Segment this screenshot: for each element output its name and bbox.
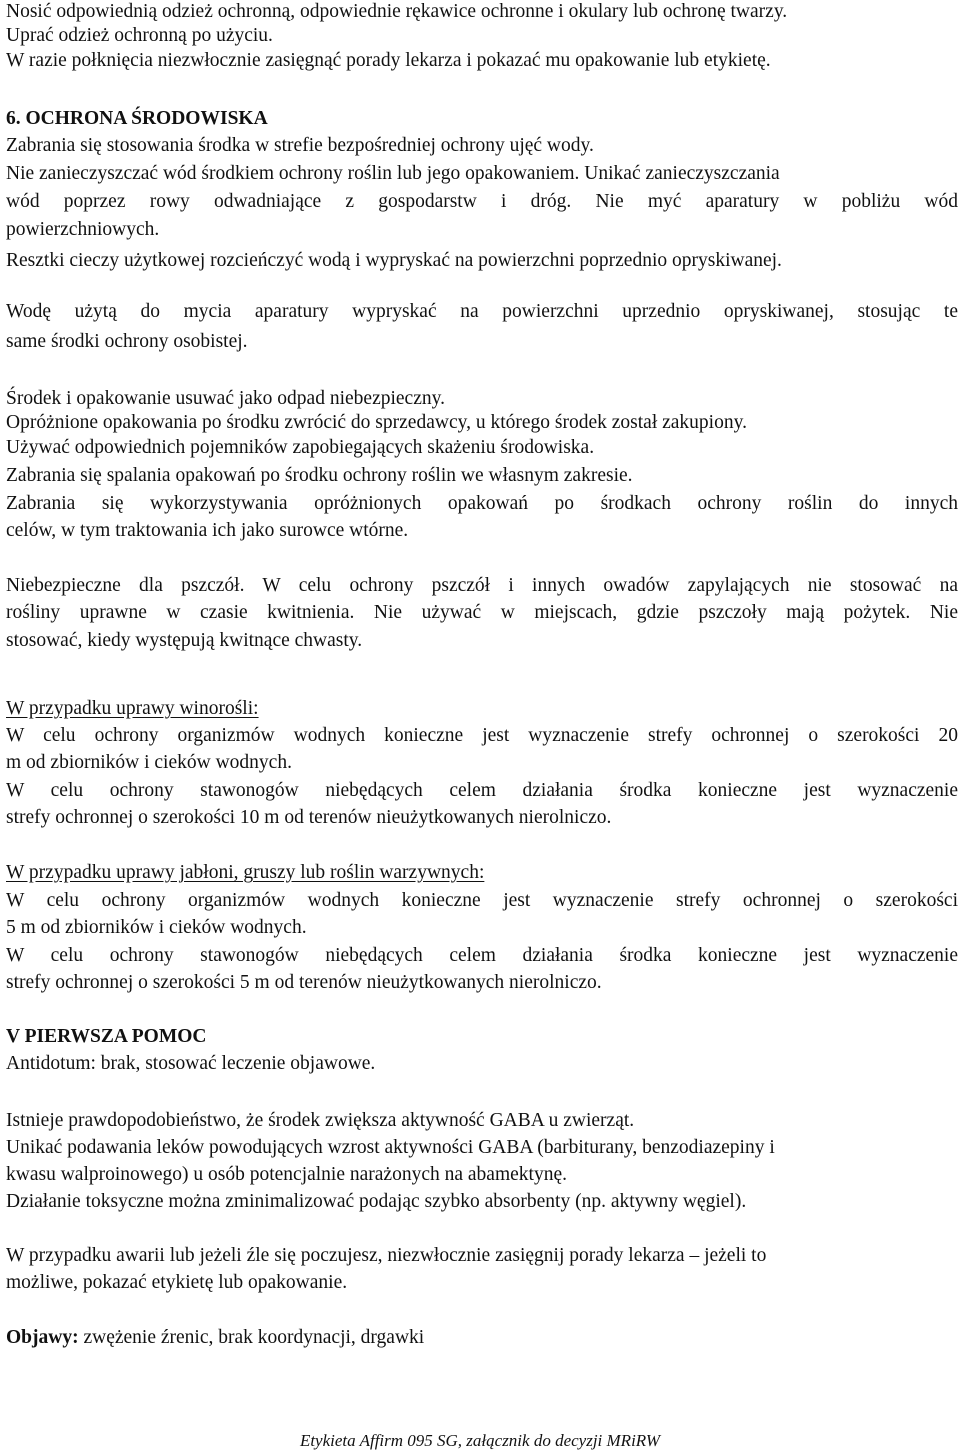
text-line: Resztki cieczy użytkowej rozcieńczyć wodą i wypryskać na powierzchni poprzednio opryskiwanej. (6, 250, 782, 271)
text-line: celów, w tym traktowania ich jako surowce wtórne. (6, 520, 409, 541)
symptoms-label: Objawy: (6, 1327, 79, 1348)
text-line: same środki ochrony osobistej. (6, 331, 248, 352)
text-line: W celu ochrony stawonogów niebędących celem działania środka konieczne jest wyznaczenie (6, 780, 958, 801)
section-heading: 6. OCHRONA ŚRODOWISKA (6, 108, 268, 129)
text-line: strefy ochronnej o szerokości 5 m od terenów nieużytkowanych nierolniczo. (6, 972, 602, 993)
text-line: Nie zanieczyszczać wód środkiem ochrony roślin lub jego opakowaniem. Unikać zanieczyszczania (6, 163, 780, 184)
text-line: W przypadku awarii lub jeżeli źle się poczujesz, niezwłocznie zasięgnij porady lekarza – jeżeli to (6, 1245, 767, 1266)
text-line: W celu ochrony stawonogów niebędących celem działania środka konieczne jest wyznaczenie (6, 945, 958, 966)
text-line: stosować, kiedy występują kwitnące chwasty. (6, 630, 363, 651)
text-line: Niebezpieczne dla pszczół. W celu ochrony pszczół i innych owadów zapylających nie stosować na (6, 575, 958, 596)
subsection-heading: W przypadku uprawy winorośli: (6, 698, 259, 719)
text-line: W razie połknięcia niezwłocznie zasięgnąć porady lekarza i pokazać mu opakowanie lub etykietę. (6, 50, 771, 71)
text-line: możliwe, pokazać etykietę lub opakowanie. (6, 1272, 348, 1293)
text-line: Opróżnione opakowania po środku zwrócić do sprzedawcy, u którego środek został zakupiony. (6, 412, 747, 433)
text-line: Używać odpowiednich pojemników zapobiegających skażeniu środowiska. (6, 437, 595, 458)
section-heading: V PIERWSZA POMOC (6, 1026, 207, 1047)
symptoms-text: zwężenie źrenic, brak koordynacji, drgawki (78, 1327, 425, 1348)
text-line: Antidotum: brak, stosować leczenie objawowe. (6, 1053, 376, 1074)
text-line: strefy ochronnej o szerokości 10 m od terenów nieużytkowanych nierolniczo. (6, 807, 612, 828)
symptoms-line (6, 1326, 424, 1350)
page-footer: Etykieta Affirm 095 SG, załącznik do decyzji MRiRW (299, 1431, 661, 1450)
text-line: Środek i opakowanie usuwać jako odpad niebezpieczny. (6, 388, 445, 409)
text-line: Uprać odzież ochronną po użyciu. (6, 25, 273, 46)
subsection-heading: W przypadku uprawy jabłoni, gruszy lub roślin warzywnych: (6, 862, 485, 883)
text-line: Wodę użytą do mycia aparatury wypryskać na powierzchni uprzednio opryskiwanej, stosując te (6, 301, 958, 322)
text-line: wód poprzez rowy odwadniające z gospodarstw i dróg. Nie myć aparatury w pobliżu wód (6, 191, 958, 212)
text-line: Nosić odpowiednią odzież ochronną, odpowiednie rękawice ochronne i okulary lub ochronę twarzy. (6, 1, 788, 22)
text-line: Unikać podawania leków powodujących wzrost aktywności GABA (barbiturany, benzodiazepiny i (6, 1137, 775, 1158)
text-line: Zabrania się wykorzystywania opróżnionych opakowań po środkach ochrony roślin do innych (6, 493, 958, 514)
text-line: W celu ochrony organizmów wodnych konieczne jest wyznaczenie strefy ochronnej o szerokości (6, 890, 958, 911)
text-line: Istnieje prawdopodobieństwo, że środek zwiększa aktywność GABA u zwierząt. (6, 1110, 635, 1131)
text-line: 5 m od zbiorników i cieków wodnych. (6, 917, 307, 938)
text-line: W celu ochrony organizmów wodnych konieczne jest wyznaczenie strefy ochronnej o szerokości 20 (6, 725, 958, 746)
text-line: rośliny uprawne w czasie kwitnienia. Nie używać w miejscach, gdzie pszczoły mają pożytek. Nie (6, 602, 958, 623)
text-line: powierzchniowych. (6, 219, 160, 240)
text-line: Zabrania się stosowania środka w strefie bezpośredniej ochrony ujęć wody. (6, 135, 594, 156)
text-line: Działanie toksyczne można zminimalizować podając szybko absorbenty (np. aktywny węgiel). (6, 1191, 747, 1212)
text-line: Zabrania się spalania opakowań po środku ochrony roślin we własnym zakresie. (6, 465, 633, 486)
text-line: kwasu walproinowego) u osób potencjalnie narażonych na abamektynę. (6, 1164, 567, 1185)
text-line: m od zbiorników i cieków wodnych. (6, 752, 292, 773)
